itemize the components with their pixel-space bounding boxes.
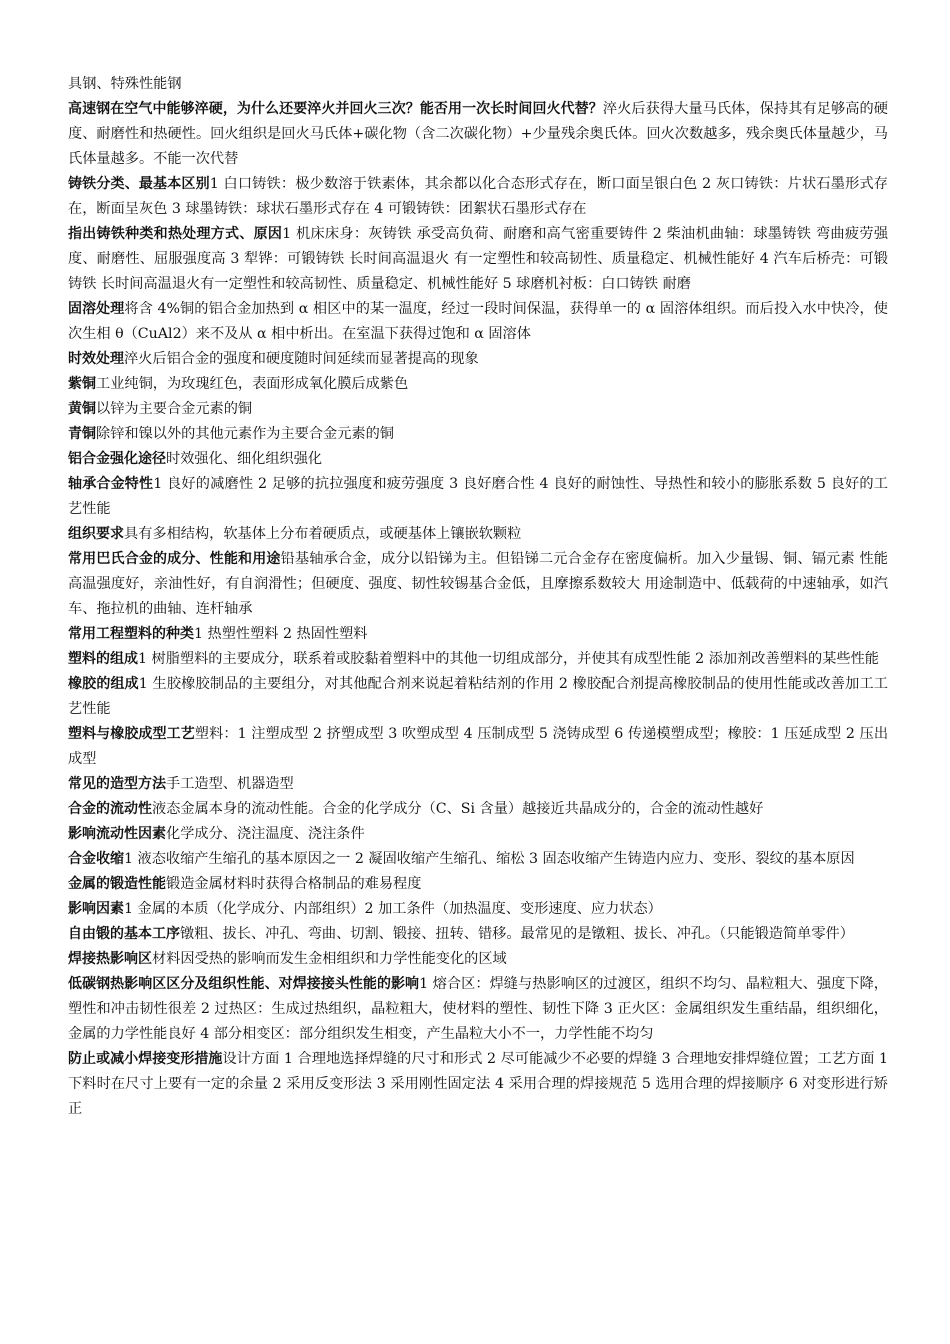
term-heading: 组织要求 bbox=[68, 526, 124, 542]
paragraph-text: 1 热塑性塑料 2 热固性塑料 bbox=[194, 626, 368, 642]
paragraph-text: 镦粗、拔长、冲孔、弯曲、切割、锻接、扭转、错移。最常见的是镦粗、拔长、冲孔。（只能锻造简单零件） bbox=[180, 926, 854, 942]
paragraph bbox=[68, 547, 888, 622]
paragraph-text: 1 良好的减磨性 2 足够的抗拉强度和疲劳强度 3 良好磨合性 4 良好的耐蚀性、导热性和较小的膨胀系数 5 良好的工艺性能 bbox=[68, 476, 888, 517]
paragraph-text: 1 熔合区：焊缝与热影响区的过渡区，组织不均匀、晶粒粗大、强度下降，塑性和冲击韧性很差 2 过热区：生成过热组织，晶粒粗大，使材料的塑性、韧性下降 3 正火区：金属组织发生重结晶，组织细化，金属的力学性能良好 4 部分相变区：部分组织发生相变，产生晶粒大小不一，力学性能不均匀 bbox=[68, 976, 888, 1042]
paragraph-text: 淬火后铝合金的强度和硬度随时间延续而显著提高的现象 bbox=[124, 351, 479, 367]
term-heading: 合金收缩 bbox=[68, 851, 124, 867]
term-heading: 塑料与橡胶成型工艺 bbox=[68, 726, 195, 742]
paragraph bbox=[68, 222, 888, 297]
paragraph-text: 1 生胶橡胶制品的主要组分，对其他配合剂来说起着粘结剂的作用 2 橡胶配合剂提高橡胶制品的使用性能或改善加工工艺性能 bbox=[68, 676, 888, 717]
term-heading: 高速钢在空气中能够淬硬，为什么还要淬火并回火三次？能否用一次长时间回火代替？ bbox=[68, 101, 603, 117]
paragraph-text: 设计方面 1 合理地选择焊缝的尺寸和形式 2 尽可能减少不必要的焊缝 3 合理地安排焊缝位置；工艺方面 1 下料时在尺寸上要有一定的余量 2 采用反变形法 3 采用刚性固定法 4 采用合理的焊接规范 5 选用合理的焊接顺序 6 对变形进行矫正 bbox=[68, 1051, 888, 1117]
paragraph bbox=[68, 822, 888, 847]
paragraph-text: 工业纯铜，为玫瑰红色，表面形成氧化膜后成紫色 bbox=[96, 376, 409, 392]
term-heading: 铸铁分类、最基本区别 bbox=[68, 176, 210, 192]
term-heading: 铝合金强化途径 bbox=[68, 451, 166, 467]
paragraph bbox=[68, 472, 888, 522]
paragraph-text: 1 树脂塑料的主要成分，联系着或胶黏着塑料中的其他一切组成部分，并使其有成型性能 2 添加剂改善塑料的某些性能 bbox=[138, 651, 879, 667]
paragraph-text: 除锌和镍以外的其他元素作为主要合金元素的铜 bbox=[96, 426, 394, 442]
paragraph bbox=[68, 947, 888, 972]
paragraph bbox=[68, 97, 888, 172]
paragraph-text: 淬火后获得大量马氏体，保持其有足够高的硬度、耐磨性和热硬性。回火组织是回火马氏体+碳化物（含二次碳化物）+少量残余奥氏体。回火次数越多，残余奥氏体量越少，马氏体量越多。不能一次代替 bbox=[68, 101, 888, 167]
paragraph bbox=[68, 422, 888, 447]
paragraph bbox=[68, 372, 888, 397]
paragraph bbox=[68, 522, 888, 547]
paragraph bbox=[68, 772, 888, 797]
paragraph-text: 将含 4%铜的铝合金加热到 α 相区中的某一温度，经过一段时间保温，获得单一的 α 固溶体组织。而后投入水中快冷，使次生相 θ（CuAl2）来不及从 α 相中析出。在室温下获得过饱和 α 固溶体 bbox=[68, 301, 888, 342]
paragraph bbox=[68, 872, 888, 897]
term-heading: 轴承合金特性 bbox=[68, 476, 154, 492]
paragraph bbox=[68, 972, 888, 1047]
paragraph-text: 具钢、特殊性能钢 bbox=[68, 76, 182, 92]
term-heading: 常见的造型方法 bbox=[68, 776, 166, 792]
paragraph bbox=[68, 847, 888, 872]
term-heading: 青铜 bbox=[68, 426, 96, 442]
paragraph bbox=[68, 797, 888, 822]
term-heading: 指出铸铁种类和热处理方式、原因 bbox=[68, 226, 283, 242]
paragraph bbox=[68, 922, 888, 947]
paragraph bbox=[68, 72, 888, 97]
paragraph-text: 以锌为主要合金元素的铜 bbox=[96, 401, 253, 417]
paragraph bbox=[68, 347, 888, 372]
term-heading: 固溶处理 bbox=[68, 301, 125, 317]
term-heading: 自由锻的基本工序 bbox=[68, 926, 180, 942]
paragraph bbox=[68, 447, 888, 472]
paragraph bbox=[68, 672, 888, 722]
term-heading: 常用巴氏合金的成分、性能和用途 bbox=[68, 551, 281, 567]
paragraph-text: 时效强化、细化组织强化 bbox=[166, 451, 323, 467]
term-heading: 紫铜 bbox=[68, 376, 96, 392]
term-heading: 焊接热影响区 bbox=[68, 951, 152, 967]
term-heading: 影响流动性因素 bbox=[68, 826, 166, 842]
paragraph-text: 材料因受热的影响而发生金相组织和力学性能变化的区域 bbox=[152, 951, 507, 967]
paragraph-text: 1 白口铸铁：极少数溶于铁素体，其余都以化合态形式存在，断口面呈银白色 2 灰口铸铁：片状石墨形式存在，断面呈灰色 3 球墨铸铁：球状石墨形式存在 4 可锻铸铁：团絮状石墨形式存在 bbox=[68, 176, 888, 217]
paragraph-text: 化学成分、浇注温度、浇注条件 bbox=[166, 826, 365, 842]
paragraph-text: 具有多相结构，软基体上分布着硬质点，或硬基体上镶嵌软颗粒 bbox=[124, 526, 522, 542]
term-heading: 常用工程塑料的种类 bbox=[68, 626, 194, 642]
paragraph-text: 1 金属的本质（化学成分、内部组织）2 加工条件（加热温度、变形速度、应力状态） bbox=[124, 901, 662, 917]
paragraph bbox=[68, 297, 888, 347]
term-heading: 防止或减小焊接变形措施 bbox=[68, 1051, 223, 1067]
paragraph bbox=[68, 172, 888, 222]
term-heading: 金属的锻造性能 bbox=[68, 876, 166, 892]
term-heading: 塑料的组成 bbox=[68, 651, 138, 667]
term-heading: 时效处理 bbox=[68, 351, 124, 367]
term-heading: 合金的流动性 bbox=[68, 801, 152, 817]
paragraph bbox=[68, 647, 888, 672]
term-heading: 影响因素 bbox=[68, 901, 124, 917]
document-page bbox=[68, 72, 888, 1122]
term-heading: 橡胶的组成 bbox=[68, 676, 139, 692]
paragraph-text: 锻造金属材料时获得合格制品的难易程度 bbox=[166, 876, 422, 892]
paragraph-text: 1 液态收缩产生缩孔的基本原因之一 2 凝固收缩产生缩孔、缩松 3 固态收缩产生铸造内应力、变形、裂纹的基本原因 bbox=[124, 851, 855, 867]
paragraph-text: 铅基轴承合金，成分以铅锑为主。但铅锑二元合金存在密度偏析。加入少量锡、铜、镉元素 性能高温强度好，亲油性好，有自润滑性；但硬度、强度、韧性较锡基合金低，且摩擦系数较大 用途制造中、低载荷的中速轴承，如汽车、拖拉机的曲轴、连杆轴承 bbox=[68, 551, 888, 617]
paragraph bbox=[68, 1047, 888, 1122]
paragraph-text: 塑料：1 注塑成型 2 挤塑成型 3 吹塑成型 4 压制成型 5 浇铸成型 6 传递模塑成型；橡胶：1 压延成型 2 压出成型 bbox=[68, 726, 889, 767]
term-heading: 黄铜 bbox=[68, 401, 96, 417]
paragraph bbox=[68, 722, 888, 772]
paragraph bbox=[68, 897, 888, 922]
paragraph-text: 1 机床床身：灰铸铁 承受高负荷、耐磨和高气密重要铸件 2 柴油机曲轴：球墨铸铁 弯曲疲劳强度、耐磨性、屈服强度高 3 犁铧：可锻铸铁 长时间高温退火 有一定塑性和较高韧性、质量稳定、机械性能好 4 汽车后桥壳：可锻铸铁 长时间高温退火有一定塑性和较高韧性、质量稳定、机械性能好 5 球磨机衬板：白口铸铁 耐磨 bbox=[68, 226, 889, 292]
paragraph-text: 手工造型、机器造型 bbox=[166, 776, 294, 792]
paragraph-text: 液态金属本身的流动性能。合金的化学成分（C、Si 含量）越接近共晶成分的，合金的流动性越好 bbox=[152, 801, 764, 817]
paragraph bbox=[68, 622, 888, 647]
term-heading: 低碳钢热影响区区分及组织性能、对焊接接头性能的影响 bbox=[68, 976, 420, 992]
paragraph bbox=[68, 397, 888, 422]
